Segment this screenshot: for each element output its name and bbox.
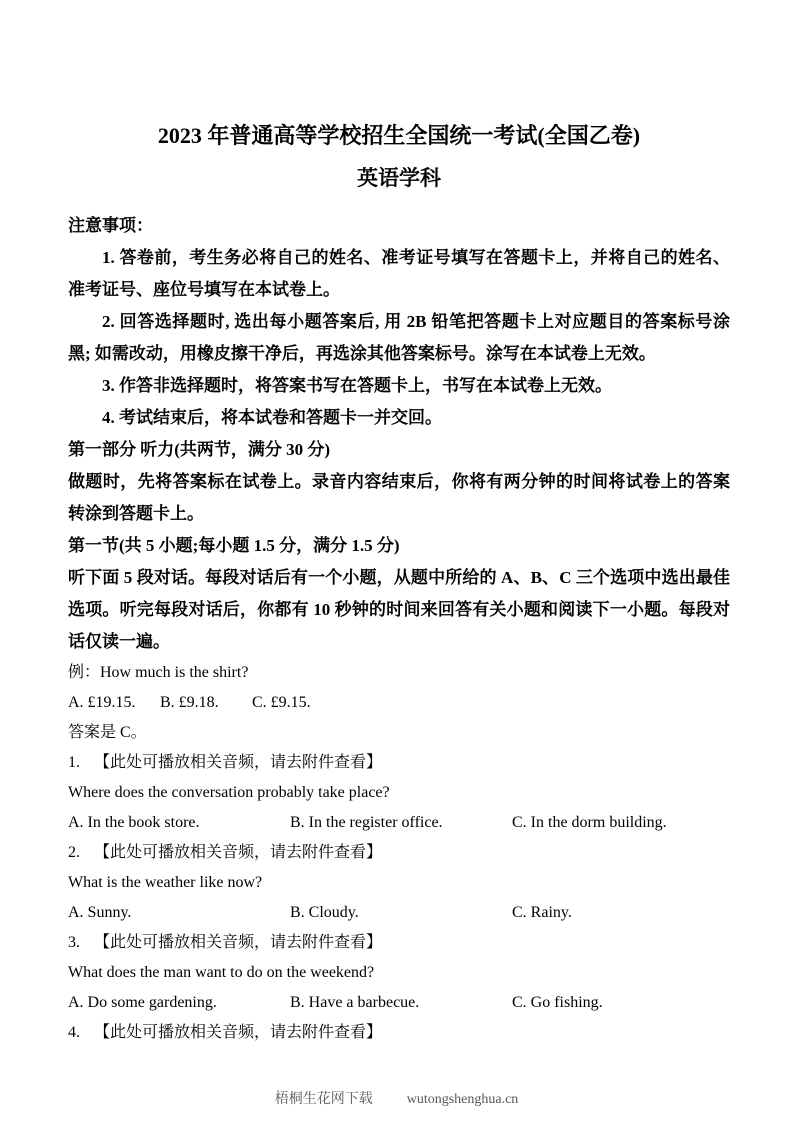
question-2-option-c: C. Rainy. (512, 904, 572, 921)
audio-placeholder: 【此处可播放相关音频，请去附件查看】 (94, 1024, 383, 1041)
section1-heading: 第一节(共 5 小题;每小题 1.5 分，满分 1.5 分) (68, 536, 400, 555)
question-2-number: 2. (68, 844, 80, 861)
question-3-text: What does the man want to do on the weekend? (68, 964, 375, 981)
doc-title: 2023 年普通高等学校招生全国统一考试(全国乙卷) (157, 123, 641, 148)
notice-item-3: 3. 作答非选择题时，将答案书写在答题卡上，书写在本试卷上无效。 (102, 376, 612, 395)
question-1-options-row (68, 808, 730, 838)
audio-placeholder: 【此处可播放相关音频，请去附件查看】 (94, 754, 383, 771)
section1-directions: 听下面 5 段对话。每段对话后有一个小题，从题中所给的 A、B、C 三个选项中选出最佳选项。听完每段对话后，你都有 10 秒钟的时间来回答有关小题和阅读下一小题。每段对话仅读一遍。 (68, 568, 730, 651)
question-3-number: 3. (68, 934, 80, 951)
page-footer (0, 1090, 793, 1110)
question-3-option-b: B. Have a barbecue. (290, 994, 420, 1011)
question-2-header (68, 838, 730, 868)
question-2-option-a: A. Sunny. (68, 904, 132, 921)
listening-questions (68, 658, 730, 1048)
question-3-options-row (68, 988, 730, 1018)
example-answer: 答案是 C。 (68, 724, 147, 741)
doc-subject: 英语学科 (357, 166, 441, 190)
question-4-number: 4. (68, 1024, 80, 1041)
question-3-option-c: C. Go fishing. (512, 994, 603, 1011)
question-1-option-a: A. In the book store. (68, 814, 200, 831)
question-1-option-b: B. In the register office. (290, 814, 443, 831)
example-option-a: A. £19.15. (68, 694, 136, 711)
footer-site-name: 梧桐生花网下载 (274, 1092, 373, 1107)
part1-instructions: 做题时，先将答案标在试卷上。录音内容结束后，你将有两分钟的时间将试卷上的答案转涂到答题卡上。 (68, 472, 730, 523)
question-3-header (68, 928, 730, 958)
question-1-number: 1. (68, 754, 80, 771)
example-options-row (68, 688, 730, 718)
question-3-option-a: A. Do some gardening. (68, 994, 217, 1011)
question-1-option-c: C. In the dorm building. (512, 814, 667, 831)
audio-placeholder: 【此处可播放相关音频，请去附件查看】 (94, 844, 383, 861)
question-2-option-b: B. Cloudy. (290, 904, 359, 921)
question-2-text: What is the weather like now? (68, 874, 263, 891)
notice-item-2: 2. 回答选择题时, 选出每小题答案后, 用 2B 铅笔把答题卡上对应题目的答案标号涂黑; 如需改动，用橡皮擦干净后，再选涂其他答案标号。涂写在本试卷上无效。 (68, 312, 730, 363)
example-option-c: C. £9.15. (252, 694, 311, 711)
audio-placeholder: 【此处可播放相关音频，请去附件查看】 (94, 934, 383, 951)
example-option-b: B. £9.18. (160, 694, 219, 711)
question-1-header (68, 748, 730, 778)
question-4-header (68, 1018, 730, 1048)
notice-item-4: 4. 考试结束后，将本试卷和答题卡一并交回。 (102, 408, 442, 427)
question-2-options-row (68, 898, 730, 928)
notice-item-1: 1. 答卷前，考生务必将自己的姓名、准考证号填写在答题卡上，并将自己的姓名、准考证号、座位号填写在本试卷上。 (68, 248, 730, 299)
notice-heading: 注意事项： (68, 216, 153, 235)
page-content (68, 120, 730, 1048)
part1-heading: 第一部分 听力(共两节，满分 30 分) (68, 440, 331, 459)
footer-site-url: wutongshenghua.cn (406, 1092, 519, 1107)
example-prompt: 例：How much is the shirt? (68, 664, 249, 681)
question-1-text: Where does the conversation probably take place? (68, 784, 390, 801)
